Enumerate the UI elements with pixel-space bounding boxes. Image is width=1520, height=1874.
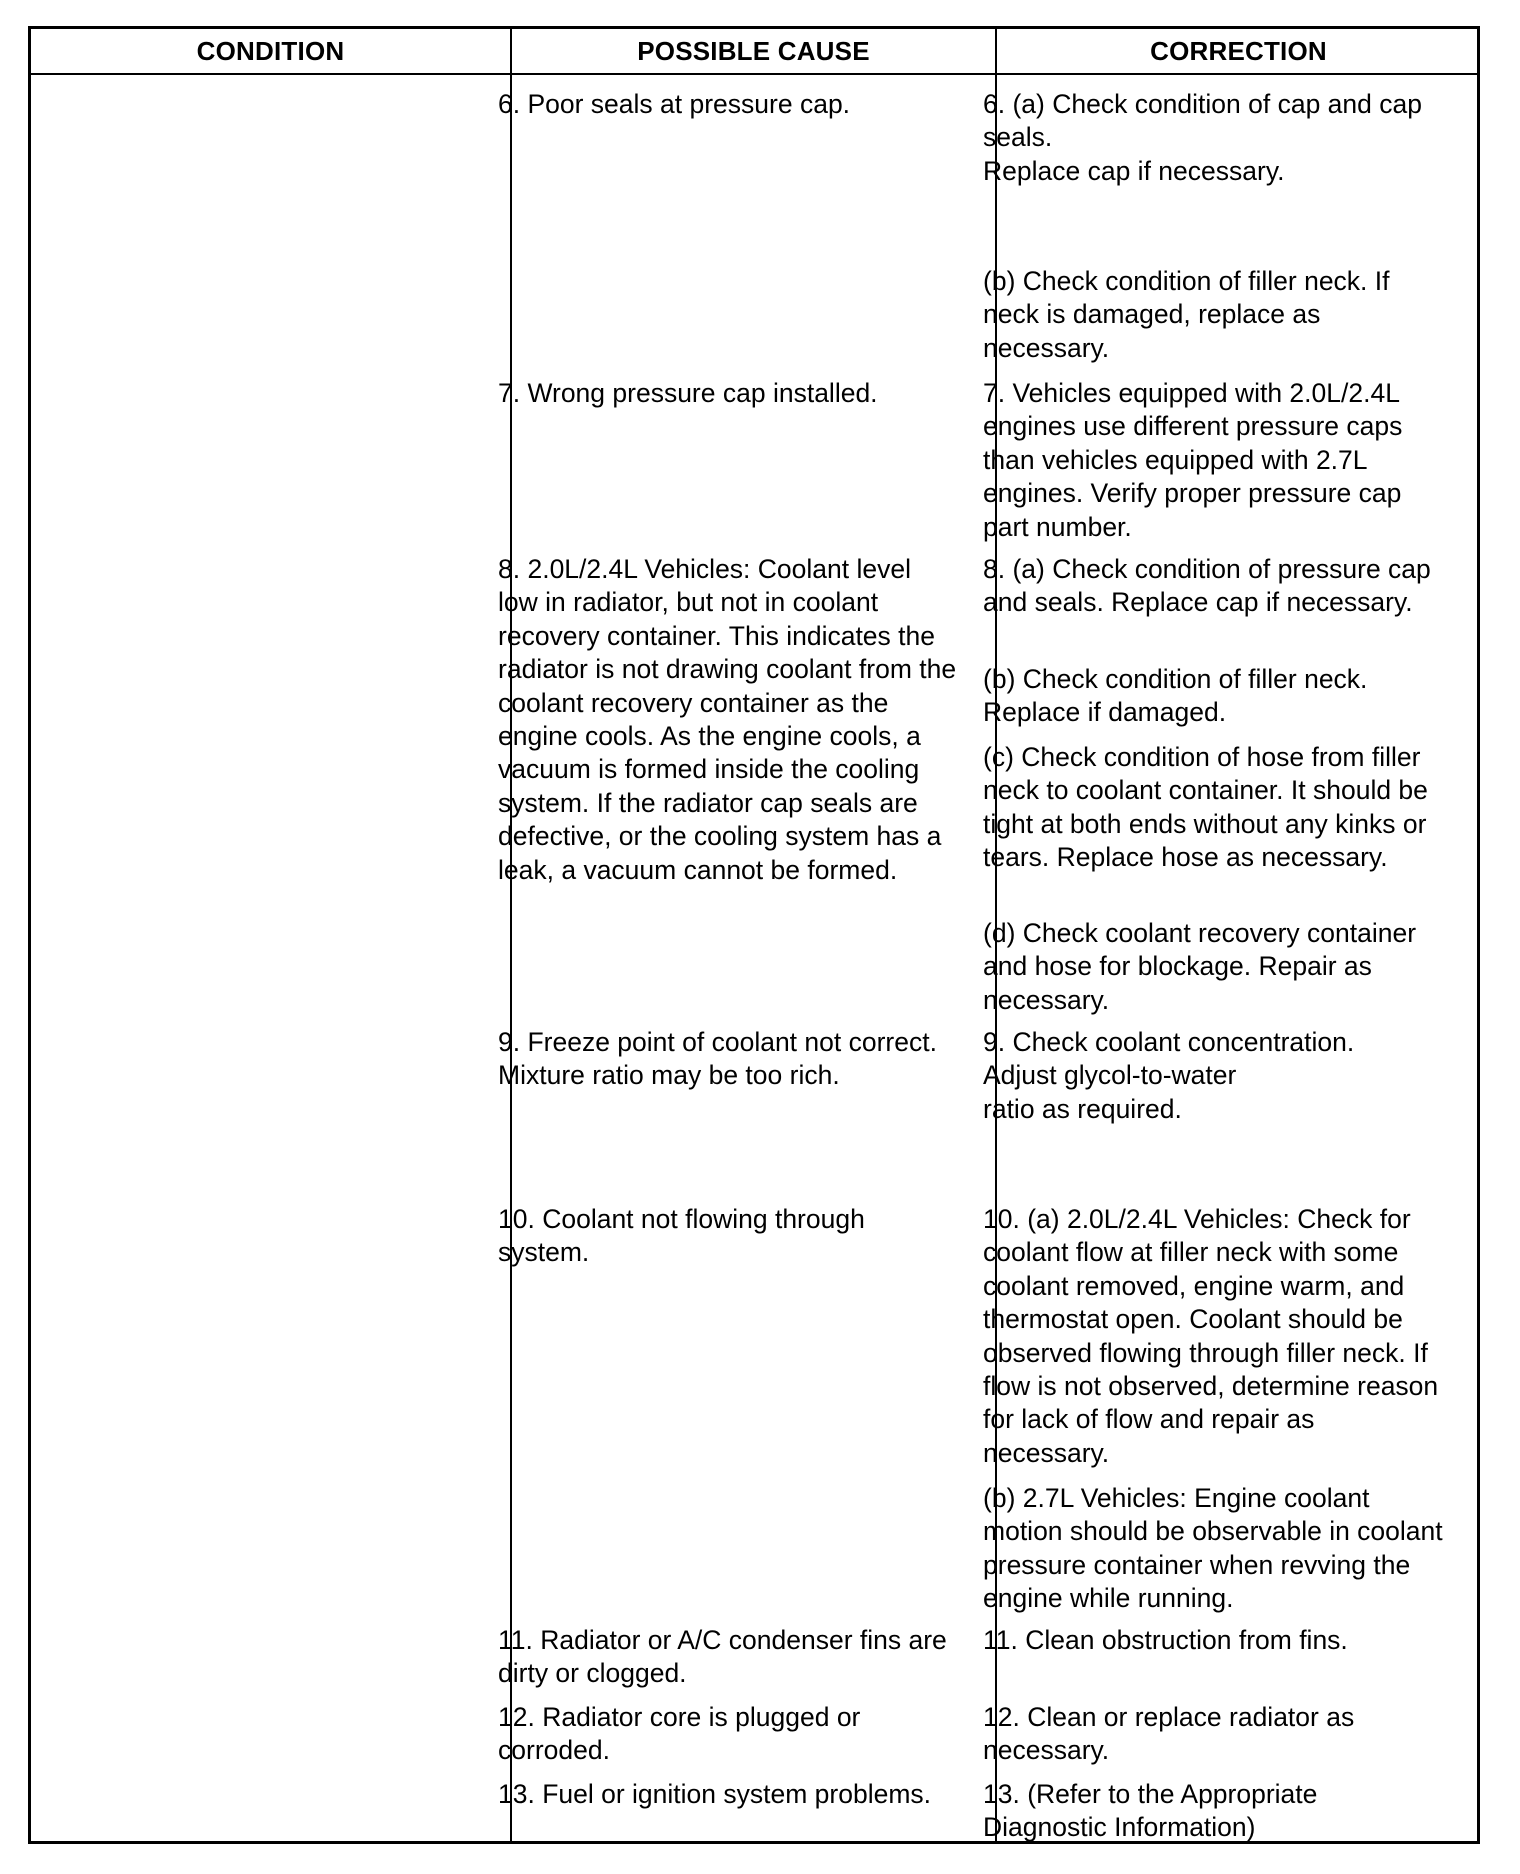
correction-7: 7. Vehicles equipped with 2.0L/2.4L engines use different pressure caps than vehicles equipped with 2.7L engines. Verify proper pressure cap part number. bbox=[983, 378, 1403, 542]
correction-13: 13. (Refer to the Appropriate Diagnostic Information) bbox=[983, 1779, 1318, 1843]
correction-11: 11. Clean obstruction from fins. bbox=[983, 1625, 1348, 1655]
correction-10a: 10. (a) 2.0L/2.4L Vehicles: Check for coolant flow at filler neck with some coolant removed, engine warm, and thermostat open. Coolant should be observed flowing through filler neck. If flow is not observed, determine reason for lack of flow and repair as necessary. bbox=[983, 1204, 1439, 1468]
cause-10: 10. Coolant not flowing through system. bbox=[498, 1204, 865, 1268]
header-correction: CORRECTION bbox=[1150, 35, 1327, 66]
cause-12: 12. Radiator core is plugged or corroded. bbox=[498, 1702, 861, 1766]
correction-8b: (b) Check condition of filler neck. Replace if damaged. bbox=[983, 664, 1368, 728]
correction-8c: (c) Check condition of hose from filler neck to coolant container. It should be tight at both ends without any kinks or tears. Replace hose as necessary. bbox=[983, 742, 1428, 873]
correction-9: 9. Check coolant concentration. Adjust glycol-to-water ratio as required. bbox=[983, 1027, 1355, 1124]
correction-6a: 6. (a) Check condition of cap and cap seals. Replace cap if necessary. bbox=[983, 89, 1422, 186]
correction-8d: (d) Check coolant recovery container and hose for blockage. Repair as necessary. bbox=[983, 918, 1417, 1015]
cause-13: 13. Fuel or ignition system problems. bbox=[498, 1779, 932, 1809]
cause-9: 9. Freeze point of coolant not correct. Mixture ratio may be too rich. bbox=[498, 1027, 937, 1091]
correction-8a: 8. (a) Check condition of pressure cap and seals. Replace cap if necessary. bbox=[983, 554, 1431, 618]
header-divider bbox=[31, 73, 1477, 75]
cause-11: 11. Radiator or A/C condenser fins are dirty or clogged. bbox=[498, 1625, 947, 1689]
correction-6b: (b) Check condition of filler neck. If neck is damaged, replace as necessary. bbox=[983, 266, 1390, 363]
column-divider bbox=[510, 29, 512, 1841]
cause-6: 6. Poor seals at pressure cap. bbox=[498, 89, 851, 119]
correction-12: 12. Clean or replace radiator as necessary. bbox=[983, 1702, 1355, 1766]
cause-8: 8. 2.0L/2.4L Vehicles: Coolant level low in radiator, but not in coolant recovery container. This indicates the radiator is not drawing coolant from the coolant recovery container as the engine cools. As the engine cools, a vacuum is formed inside the cooling system. If the radiator cap seals are defective, or the cooling system has a leak, a vacuum cannot be formed. bbox=[498, 554, 957, 885]
correction-10b: (b) 2.7L Vehicles: Engine coolant motion should be observable in coolant pressure container when revving the engine while running. bbox=[983, 1483, 1443, 1614]
cause-7: 7. Wrong pressure cap installed. bbox=[498, 378, 878, 408]
header-possible-cause: POSSIBLE CAUSE bbox=[637, 35, 870, 66]
header-condition: CONDITION bbox=[196, 35, 345, 66]
